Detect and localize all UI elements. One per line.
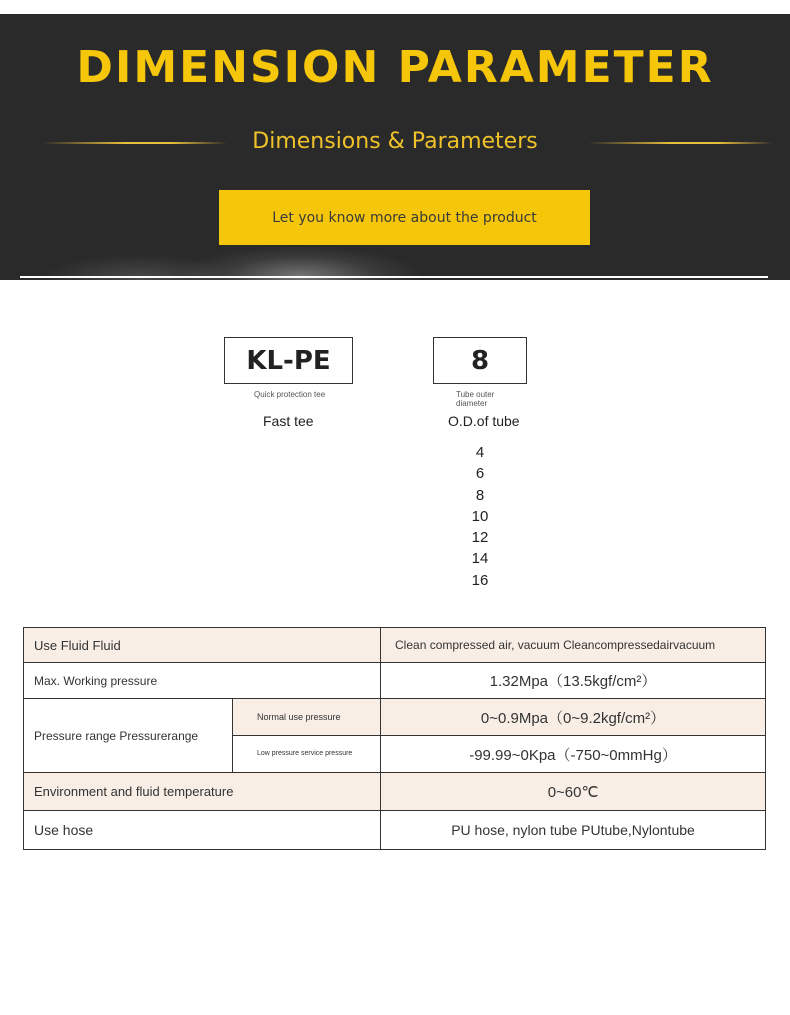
model-code-box [224, 337, 353, 384]
tube-caption: O.D.of tube [448, 413, 520, 429]
tube-code-box [433, 337, 527, 384]
spec-label: Pressure range Pressurerange [24, 699, 233, 773]
model-caption: Fast tee [263, 413, 314, 429]
specification-table [23, 627, 766, 850]
tube-size-item: 4 [475, 444, 485, 461]
tagline-box [219, 190, 590, 245]
header-banner [0, 14, 790, 280]
tube-size-item: 14 [471, 550, 489, 568]
spec-value: PU hose, nylon tube PUtube,Nylontube [381, 811, 766, 850]
spec-label: Use hose [24, 811, 381, 850]
spec-label: Environment and fluid temperature [24, 773, 381, 811]
table-row [24, 699, 766, 736]
spec-value: 1.32Mpa（13.5kgf/cm²） [381, 663, 766, 699]
spec-value: 0~60℃ [381, 773, 766, 811]
spec-value: 0~0.9Mpa（0~9.2kgf/cm²） [381, 699, 766, 736]
spec-label: Max. Working pressure [24, 663, 381, 699]
tube-size-item: 12 [471, 529, 489, 547]
table-row [24, 628, 766, 663]
table-row [24, 663, 766, 699]
tube-size-item: 8 [475, 486, 485, 504]
spec-label: Use Fluid Fluid [24, 628, 381, 663]
tube-size-item: 16 [471, 571, 489, 589]
banner-subtitle: Dimensions & Parameters [252, 129, 538, 154]
tube-size-item: 10 [471, 507, 489, 525]
spec-value: Clean compressed air, vacuum Cleancompressedairvacuum [381, 628, 766, 663]
spec-sub-label: Normal use pressure [233, 699, 381, 736]
decorative-line-right [588, 142, 773, 144]
banner-title: DIMENSION PARAMETER [76, 42, 714, 93]
tube-caption-small: Tube outer diameter [456, 390, 495, 408]
tube-size-item: 6 [475, 465, 485, 483]
tube-code: 8 [470, 345, 490, 376]
table-row [24, 773, 766, 811]
table-row [24, 811, 766, 850]
model-caption-small: Quick protection tee [254, 390, 326, 399]
spec-value: -99.99~0Kpa（-750~0mmHg） [381, 736, 766, 773]
model-code: KL-PE [246, 345, 331, 376]
tube-size-list [450, 442, 510, 591]
banner-divider [20, 276, 768, 278]
tagline-text: Let you know more about the product [272, 209, 537, 226]
banner-glow [180, 246, 420, 280]
spec-sub-label: Low pressure service pressure [233, 736, 381, 773]
